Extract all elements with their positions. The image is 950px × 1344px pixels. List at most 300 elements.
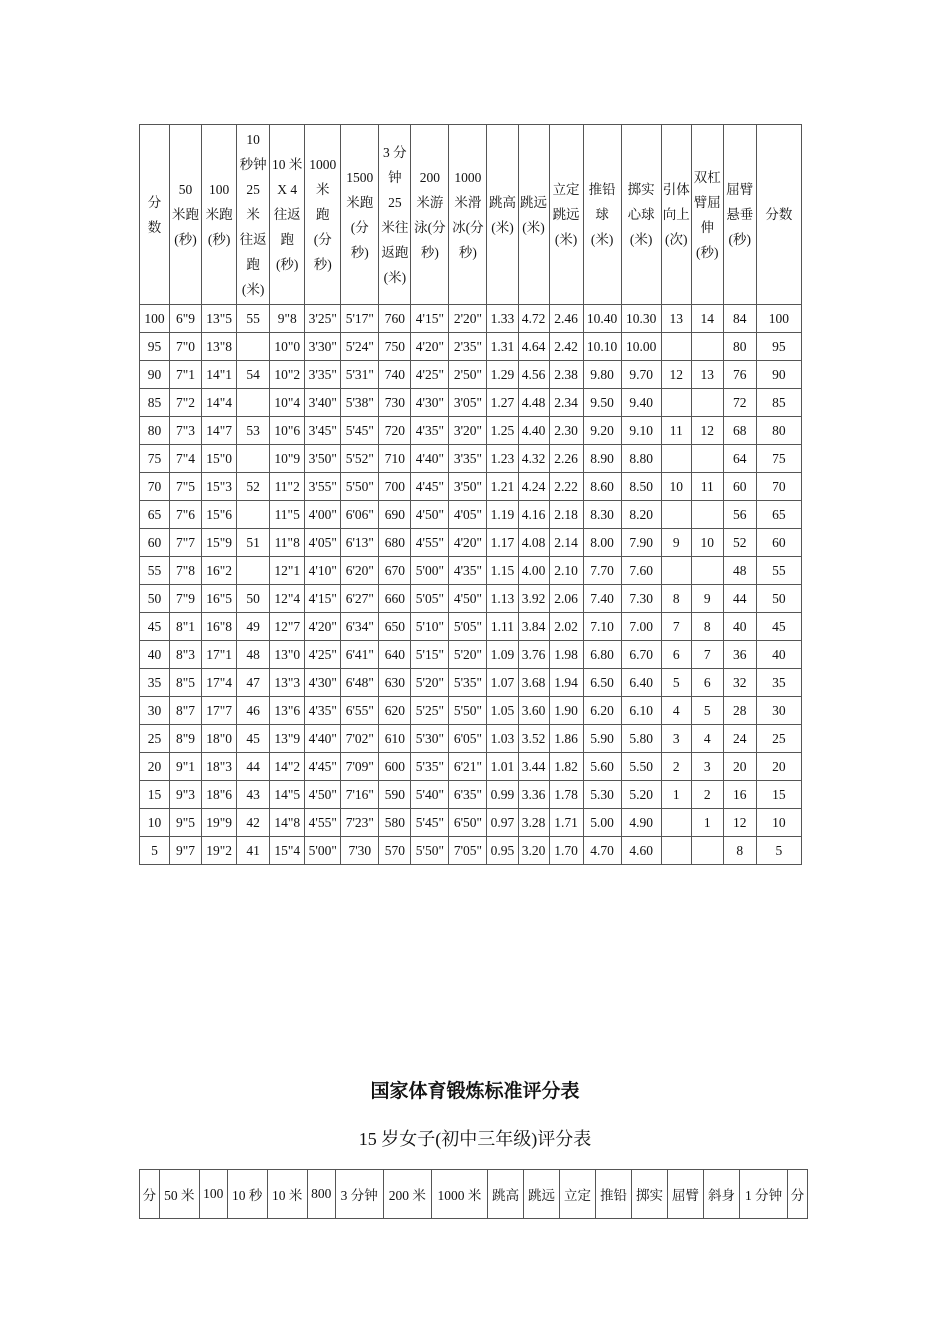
table-cell: 9.40 (621, 389, 661, 417)
column-header: 10 秒钟 25 米 往返 跑 (米) (237, 125, 270, 305)
table-cell: 4'45" (411, 473, 449, 501)
table-cell: 4'10" (305, 557, 341, 585)
table-cell: 4'20" (305, 613, 341, 641)
table-cell (661, 557, 691, 585)
table-cell: 4'30" (411, 389, 449, 417)
table-cell: 7'09" (341, 753, 379, 781)
table-cell: 2'35" (449, 333, 487, 361)
table-cell: 5'17" (341, 305, 379, 333)
table-cell: 4'50" (449, 585, 487, 613)
table-cell: 13"5 (202, 305, 237, 333)
table-cell: 35 (756, 669, 801, 697)
table-row (140, 501, 802, 529)
table-cell (661, 389, 691, 417)
table-cell: 630 (379, 669, 411, 697)
table-cell: 3'40" (305, 389, 341, 417)
column-header: 1 分钟 (739, 1170, 787, 1219)
table-cell: 7.60 (621, 557, 661, 585)
table-cell: 580 (379, 809, 411, 837)
table-row (140, 809, 802, 837)
table-cell: 12"4 (270, 585, 305, 613)
table-cell: 3.44 (518, 753, 549, 781)
table-cell: 15"6 (202, 501, 237, 529)
table-row (140, 529, 802, 557)
table-cell: 6"9 (170, 305, 202, 333)
table-cell: 4.16 (518, 501, 549, 529)
table-cell: 13"6 (270, 697, 305, 725)
table-cell: 1.07 (487, 669, 518, 697)
table-cell: 1.90 (549, 697, 583, 725)
table-cell: 5'45" (341, 417, 379, 445)
table-cell: 1.09 (487, 641, 518, 669)
table-cell: 3'05" (449, 389, 487, 417)
table-cell: 75 (140, 445, 170, 473)
document-subtitle: 15 岁女子(初中三年级)评分表 (358, 1129, 592, 1149)
table-cell: 60 (756, 529, 801, 557)
table-cell: 3'50" (449, 473, 487, 501)
table-cell: 45 (756, 613, 801, 641)
table-cell: 15 (756, 781, 801, 809)
table-row (140, 333, 802, 361)
table-cell: 1.29 (487, 361, 518, 389)
table-cell: 6'27" (341, 585, 379, 613)
table-cell: 10"0 (270, 333, 305, 361)
table-cell: 16"8 (202, 613, 237, 641)
table-cell: 40 (140, 641, 170, 669)
table-cell: 8"5 (170, 669, 202, 697)
table-cell: 4'55" (305, 809, 341, 837)
table-cell: 15"0 (202, 445, 237, 473)
table-cell: 7'16" (341, 781, 379, 809)
table-cell: 1.27 (487, 389, 518, 417)
column-header: 1500 米跑 (分 秒) (341, 125, 379, 305)
table-cell: 46 (237, 697, 270, 725)
table-cell: 6'20" (341, 557, 379, 585)
table-cell: 80 (723, 333, 756, 361)
table-cell: 13 (661, 305, 691, 333)
table-cell: 1.70 (549, 837, 583, 865)
table-cell: 7.40 (583, 585, 621, 613)
table-cell: 5'45" (411, 809, 449, 837)
table-cell: 11"8 (270, 529, 305, 557)
column-header: 跳远 (524, 1170, 560, 1219)
table-cell: 56 (723, 501, 756, 529)
table-cell: 5'38" (341, 389, 379, 417)
column-header: 10 米 (267, 1170, 307, 1219)
table-cell: 60 (723, 473, 756, 501)
table-cell: 2.46 (549, 305, 583, 333)
table-cell: 6.20 (583, 697, 621, 725)
table-cell: 13"9 (270, 725, 305, 753)
table-cell: 3.36 (518, 781, 549, 809)
table-cell: 3.60 (518, 697, 549, 725)
table-cell: 28 (723, 697, 756, 725)
table-cell: 60 (140, 529, 170, 557)
table-cell: 4'50" (305, 781, 341, 809)
table-cell: 5.30 (583, 781, 621, 809)
table-cell: 5'31" (341, 361, 379, 389)
table-cell: 18"6 (202, 781, 237, 809)
table-cell: 1.86 (549, 725, 583, 753)
table-cell: 11 (661, 417, 691, 445)
table-cell: 95 (756, 333, 801, 361)
table-cell: 2 (691, 781, 723, 809)
table-cell: 4'20" (449, 529, 487, 557)
table-cell: 15"4 (270, 837, 305, 865)
table-cell: 6'05" (449, 725, 487, 753)
table-cell: 10.40 (583, 305, 621, 333)
column-header: 100 (199, 1170, 227, 1219)
table-cell: 6.10 (621, 697, 661, 725)
table-cell: 43 (237, 781, 270, 809)
table-cell: 1.94 (549, 669, 583, 697)
table-cell: 12 (723, 809, 756, 837)
table-cell: 3 (691, 753, 723, 781)
table-cell: 1.03 (487, 725, 518, 753)
table-row (140, 641, 802, 669)
table-cell: 7"4 (170, 445, 202, 473)
column-header: 掷实 心球 (米) (621, 125, 661, 305)
table-cell (237, 445, 270, 473)
table-cell: 95 (140, 333, 170, 361)
table-cell: 7"6 (170, 501, 202, 529)
table-cell: 3.84 (518, 613, 549, 641)
table-cell: 3'45" (305, 417, 341, 445)
table-cell: 1.15 (487, 557, 518, 585)
table-cell: 760 (379, 305, 411, 333)
table-cell: 1 (661, 781, 691, 809)
table-cell: 750 (379, 333, 411, 361)
table-cell: 16 (723, 781, 756, 809)
table-cell: 10"2 (270, 361, 305, 389)
table-cell: 690 (379, 501, 411, 529)
table-cell: 9 (691, 585, 723, 613)
table-cell: 40 (723, 613, 756, 641)
table-cell: 8.50 (621, 473, 661, 501)
table-cell: 55 (140, 557, 170, 585)
table-cell: 11"5 (270, 501, 305, 529)
column-header: 3 分 钟 25 米往 返跑 (米) (379, 125, 411, 305)
column-header: 立定 跳远 (米) (549, 125, 583, 305)
table-cell (237, 557, 270, 585)
column-header: 分 (140, 1170, 160, 1219)
table-cell: 8 (661, 585, 691, 613)
table-cell: 4.72 (518, 305, 549, 333)
table-cell: 570 (379, 837, 411, 865)
table-cell: 1.82 (549, 753, 583, 781)
table-cell: 47 (237, 669, 270, 697)
table-cell: 14"4 (202, 389, 237, 417)
table-cell: 9"1 (170, 753, 202, 781)
table-cell: 5.20 (621, 781, 661, 809)
table-row (140, 725, 802, 753)
table-cell: 5 (691, 697, 723, 725)
table-cell: 5.80 (621, 725, 661, 753)
table-cell: 8.60 (583, 473, 621, 501)
table-cell: 16"2 (202, 557, 237, 585)
table-cell: 5.60 (583, 753, 621, 781)
table-cell: 1.21 (487, 473, 518, 501)
table-cell: 2'50" (449, 361, 487, 389)
table-cell: 5'20" (411, 669, 449, 697)
table-cell: 65 (756, 501, 801, 529)
table-cell: 1.13 (487, 585, 518, 613)
table-cell: 13 (691, 361, 723, 389)
table-cell: 680 (379, 529, 411, 557)
table-cell: 5'50" (341, 473, 379, 501)
table-cell: 2.10 (549, 557, 583, 585)
table-cell: 6.80 (583, 641, 621, 669)
table-cell: 4.56 (518, 361, 549, 389)
table-cell (661, 445, 691, 473)
table-cell: 25 (756, 725, 801, 753)
table-cell: 10 (661, 473, 691, 501)
column-header: 掷实 (632, 1170, 668, 1219)
table-cell: 41 (237, 837, 270, 865)
table-cell: 5'40" (411, 781, 449, 809)
table-cell: 50 (140, 585, 170, 613)
table-cell: 48 (237, 641, 270, 669)
table-cell: 4'55" (411, 529, 449, 557)
table-cell: 7'02" (341, 725, 379, 753)
table-cell: 7"5 (170, 473, 202, 501)
table-cell: 17"7 (202, 697, 237, 725)
table-cell: 10.00 (621, 333, 661, 361)
table-cell: 3'50" (305, 445, 341, 473)
table-cell: 740 (379, 361, 411, 389)
table-cell: 70 (140, 473, 170, 501)
table-cell: 4.48 (518, 389, 549, 417)
table-cell: 4'35" (449, 557, 487, 585)
table-cell: 1.17 (487, 529, 518, 557)
table-cell: 2.30 (549, 417, 583, 445)
table-cell: 4'15" (411, 305, 449, 333)
table-row (140, 669, 802, 697)
column-header: 1000 米滑 冰(分 秒) (449, 125, 487, 305)
table-cell: 5'30" (411, 725, 449, 753)
table-cell: 4'25" (411, 361, 449, 389)
table-cell: 4'45" (305, 753, 341, 781)
table-cell: 7"1 (170, 361, 202, 389)
table-cell (661, 837, 691, 865)
table-cell: 12"7 (270, 613, 305, 641)
table-cell: 5'35" (411, 753, 449, 781)
table-cell: 5.90 (583, 725, 621, 753)
table-cell (237, 389, 270, 417)
table-cell: 55 (237, 305, 270, 333)
column-header: 跳高 (米) (487, 125, 518, 305)
table-cell: 12"1 (270, 557, 305, 585)
table-cell: 90 (756, 361, 801, 389)
column-header: 100 米跑 (秒) (202, 125, 237, 305)
table-cell: 1.31 (487, 333, 518, 361)
table-cell: 10 (140, 809, 170, 837)
table-cell: 3'20" (449, 417, 487, 445)
table-cell: 100 (756, 305, 801, 333)
table-cell: 5'10" (411, 613, 449, 641)
table-row (140, 361, 802, 389)
column-header: 屈臂 (668, 1170, 704, 1219)
table-cell: 11"2 (270, 473, 305, 501)
table-cell: 4'35" (411, 417, 449, 445)
table-cell: 5'50" (449, 697, 487, 725)
table-cell: 0.99 (487, 781, 518, 809)
table-cell: 2.02 (549, 613, 583, 641)
table-row (140, 557, 802, 585)
table-cell: 42 (237, 809, 270, 837)
column-header: 引体 向上 (次) (661, 125, 691, 305)
table-cell: 1.98 (549, 641, 583, 669)
table-cell: 4.60 (621, 837, 661, 865)
table-cell: 4.64 (518, 333, 549, 361)
table-cell: 600 (379, 753, 411, 781)
table-cell: 4.40 (518, 417, 549, 445)
column-header: 200 米游 泳(分 秒) (411, 125, 449, 305)
table-cell: 3'30" (305, 333, 341, 361)
table-cell: 5'52" (341, 445, 379, 473)
column-header: 3 分钟 (335, 1170, 383, 1219)
table-cell: 4.70 (583, 837, 621, 865)
column-header: 1000 米 (431, 1170, 487, 1219)
table-cell: 6.50 (583, 669, 621, 697)
table-cell: 7'30 (341, 837, 379, 865)
table-cell: 10 (691, 529, 723, 557)
table-row (140, 697, 802, 725)
table-cell: 17"1 (202, 641, 237, 669)
table-row (140, 445, 802, 473)
table-cell: 8.90 (583, 445, 621, 473)
table-cell: 19"9 (202, 809, 237, 837)
column-header: 推铅 (596, 1170, 632, 1219)
table-cell: 13"0 (270, 641, 305, 669)
table-cell: 5 (661, 669, 691, 697)
column-header: 斜身 (704, 1170, 740, 1219)
table-row (140, 781, 802, 809)
table-cell: 4'15" (305, 585, 341, 613)
table-cell: 10.30 (621, 305, 661, 333)
table-cell: 2.06 (549, 585, 583, 613)
table-cell: 5'00" (411, 557, 449, 585)
table-cell: 14"2 (270, 753, 305, 781)
table-cell: 6'35" (449, 781, 487, 809)
column-header: 50 米跑 (秒) (170, 125, 202, 305)
column-header: 跳高 (488, 1170, 524, 1219)
column-header: 1000 米 跑 (分 秒) (305, 125, 341, 305)
table-row (140, 417, 802, 445)
table-header-row (140, 125, 802, 305)
table-cell: 6'06" (341, 501, 379, 529)
table-cell: 650 (379, 613, 411, 641)
table-cell: 9"3 (170, 781, 202, 809)
table-cell: 10"9 (270, 445, 305, 473)
table-cell: 51 (237, 529, 270, 557)
scoring-table-boys (139, 124, 802, 865)
table-cell: 1.33 (487, 305, 518, 333)
table-cell: 76 (723, 361, 756, 389)
column-header: 屈臂 悬垂 (秒) (723, 125, 756, 305)
table-row (140, 473, 802, 501)
table-cell: 4.08 (518, 529, 549, 557)
table-cell: 17"4 (202, 669, 237, 697)
table-row (140, 837, 802, 865)
table-cell: 15 (140, 781, 170, 809)
table-cell: 13"3 (270, 669, 305, 697)
table-cell: 4.90 (621, 809, 661, 837)
table-cell (691, 389, 723, 417)
table-cell: 9.20 (583, 417, 621, 445)
table-row (140, 305, 802, 333)
table-cell: 4 (661, 697, 691, 725)
table-cell: 15"3 (202, 473, 237, 501)
table-cell: 5 (756, 837, 801, 865)
table-cell: 6'13" (341, 529, 379, 557)
table-cell: 3.68 (518, 669, 549, 697)
table-cell: 7.00 (621, 613, 661, 641)
table-cell: 5 (140, 837, 170, 865)
table-cell: 7"0 (170, 333, 202, 361)
table-row (140, 613, 802, 641)
table-cell: 4 (691, 725, 723, 753)
table-cell: 2.34 (549, 389, 583, 417)
table-cell: 52 (723, 529, 756, 557)
table-cell (237, 501, 270, 529)
table-cell: 9"5 (170, 809, 202, 837)
table-cell: 6'55" (341, 697, 379, 725)
table-cell: 4'40" (305, 725, 341, 753)
table-cell: 8"9 (170, 725, 202, 753)
table-cell: 1.23 (487, 445, 518, 473)
table-cell: 13"8 (202, 333, 237, 361)
table-cell: 54 (237, 361, 270, 389)
column-header: 10 米 X 4 往返 跑 (秒) (270, 125, 305, 305)
table-cell: 5'35" (449, 669, 487, 697)
table-cell: 5'20" (449, 641, 487, 669)
table-cell: 3.52 (518, 725, 549, 753)
table-cell: 5'24" (341, 333, 379, 361)
table-cell: 14"7 (202, 417, 237, 445)
table-cell: 48 (723, 557, 756, 585)
table-header-row (140, 1170, 808, 1219)
column-header: 800 (307, 1170, 335, 1219)
table-cell: 9"8 (270, 305, 305, 333)
table-cell: 49 (237, 613, 270, 641)
table-cell: 64 (723, 445, 756, 473)
table-cell: 1.05 (487, 697, 518, 725)
table-cell: 20 (756, 753, 801, 781)
table-cell: 18"0 (202, 725, 237, 753)
table-cell: 44 (237, 753, 270, 781)
table-cell: 4.24 (518, 473, 549, 501)
table-cell: 7"8 (170, 557, 202, 585)
table-cell: 15"9 (202, 529, 237, 557)
table-cell: 80 (140, 417, 170, 445)
table-cell: 10.10 (583, 333, 621, 361)
table-row (140, 389, 802, 417)
table-cell: 4'20" (411, 333, 449, 361)
table-cell: 14"1 (202, 361, 237, 389)
table-cell: 5.50 (621, 753, 661, 781)
table-cell: 52 (237, 473, 270, 501)
table-cell: 6'21" (449, 753, 487, 781)
table-cell: 9 (661, 529, 691, 557)
table-cell: 5.00 (583, 809, 621, 837)
table-cell: 8"1 (170, 613, 202, 641)
table-cell (661, 333, 691, 361)
table-cell: 2 (661, 753, 691, 781)
table-cell: 8.30 (583, 501, 621, 529)
table-cell: 32 (723, 669, 756, 697)
table-cell (691, 501, 723, 529)
